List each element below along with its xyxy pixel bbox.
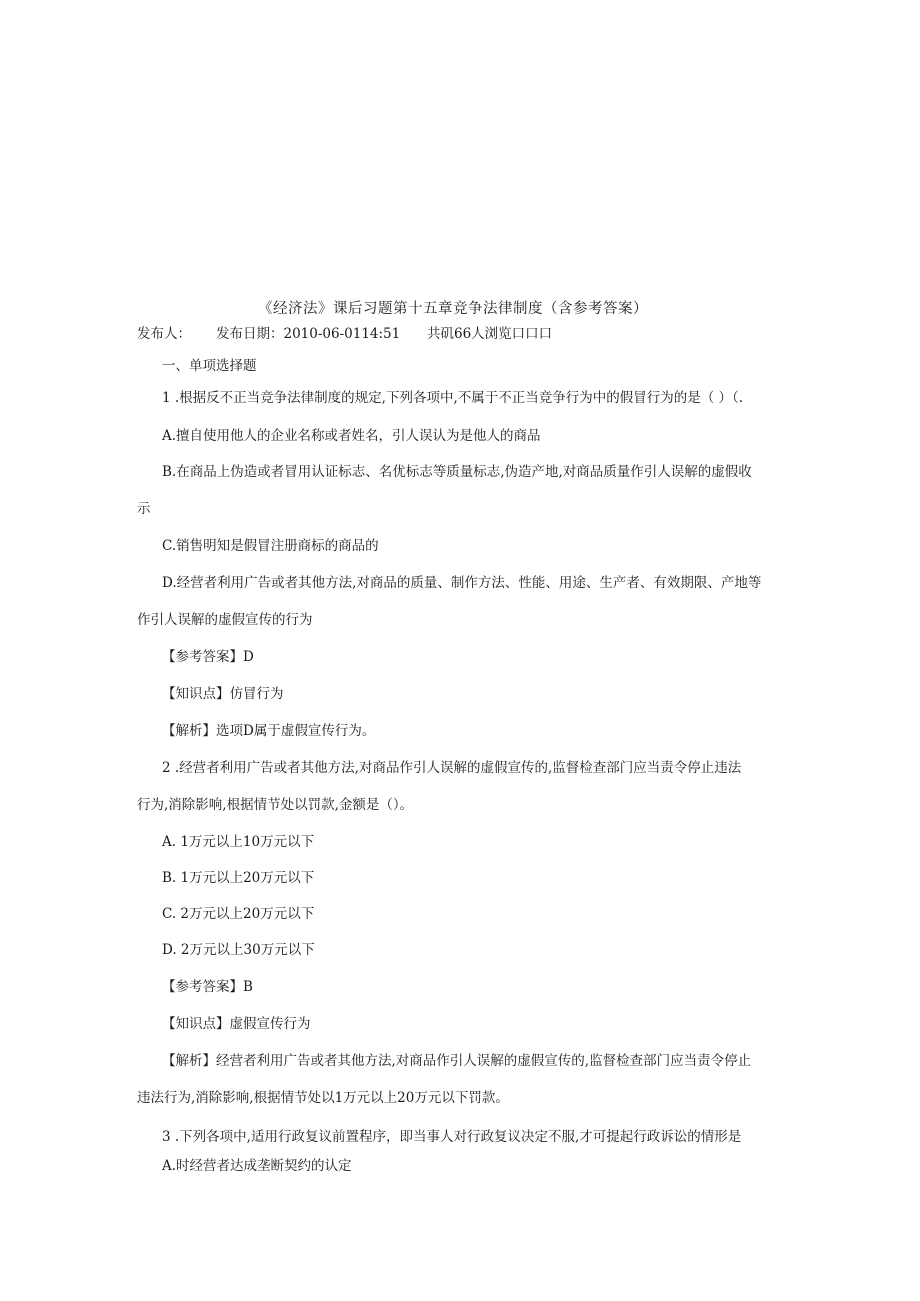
q1-option-c: C.销售明知是假冒注册商标的商品的 bbox=[162, 538, 379, 554]
q1-knowledge: 【知识点】仿冒行为 bbox=[162, 686, 284, 702]
q2-analysis-cont: 违法行为,消除影响,根据情节处以1万元以上20万元以下罚款。 bbox=[137, 1090, 509, 1106]
publisher-label: 发布人： bbox=[137, 326, 191, 342]
q1-answer: 【参考答案】D bbox=[162, 649, 254, 665]
q1-stem: 1 .根据反不正当竞争法律制度的规定,下列各项中,不属于不正当竞争行为中的假冒行为的是（ ）（. bbox=[162, 390, 744, 406]
view-count: 共矶66人浏览口口口 bbox=[427, 326, 553, 342]
q2-option-c: C. 2万元以上20万元以下 bbox=[162, 906, 315, 922]
q3-stem: 3 .下列各项中,适用行政复议前置程序，即当事人对行政复议决定不服,才可提起行政诉讼的情形是 bbox=[162, 1129, 742, 1145]
document-title: 《经济法》课后习题第十五章竞争法律制度（含参考答案） bbox=[258, 301, 648, 317]
q2-option-d: D. 2万元以上30万元以下 bbox=[162, 942, 315, 958]
q1-option-b: B.在商品上伪造或者冒用认证标志、名优标志等质量标志,伪造产地,对商品质量作引人误解的虚假收 bbox=[162, 464, 752, 480]
q2-option-a: A. 1万元以上10万元以下 bbox=[162, 834, 315, 850]
q1-option-d: D.经营者利用广告或者其他方法,对商品的质量、制作方法、性能、用途、生产者、有效期限、产地等 bbox=[162, 575, 762, 591]
publish-date: 发布日期：2010-06-0114:51 bbox=[216, 326, 401, 342]
q3-option-a: A.时经营者达成垄断契约的认定 bbox=[162, 1158, 352, 1174]
q1-option-a: A.擅自使用他人的企业名称或者姓名，引人误认为是他人的商品 bbox=[162, 428, 541, 444]
q1-analysis: 【解析】选项D属于虚假宣传行为。 bbox=[162, 723, 376, 739]
section-heading: 一、单项选择题 bbox=[162, 358, 257, 374]
q1-option-d-cont: 作引人误解的虚假宣传的行为 bbox=[137, 612, 313, 628]
q1-option-b-cont: 示 bbox=[137, 501, 151, 517]
q2-option-b: B. 1万元以上20万元以下 bbox=[162, 870, 315, 886]
q2-answer: 【参考答案】B bbox=[162, 979, 253, 995]
q2-stem: 2 .经营者利用广告或者其他方法,对商品作引人误解的虚假宣传的,监督检查部门应当责令停止违法 bbox=[162, 760, 742, 776]
q2-analysis: 【解析】经营者利用广告或者其他方法,对商品作引人误解的虚假宣传的,监督检查部门应当责令停止 bbox=[162, 1053, 752, 1069]
q2-stem-cont: 行为,消除影响,根据情节处以罚款,金额是（）。 bbox=[137, 797, 414, 813]
q2-knowledge: 【知识点】虚假宣传行为 bbox=[162, 1016, 311, 1032]
